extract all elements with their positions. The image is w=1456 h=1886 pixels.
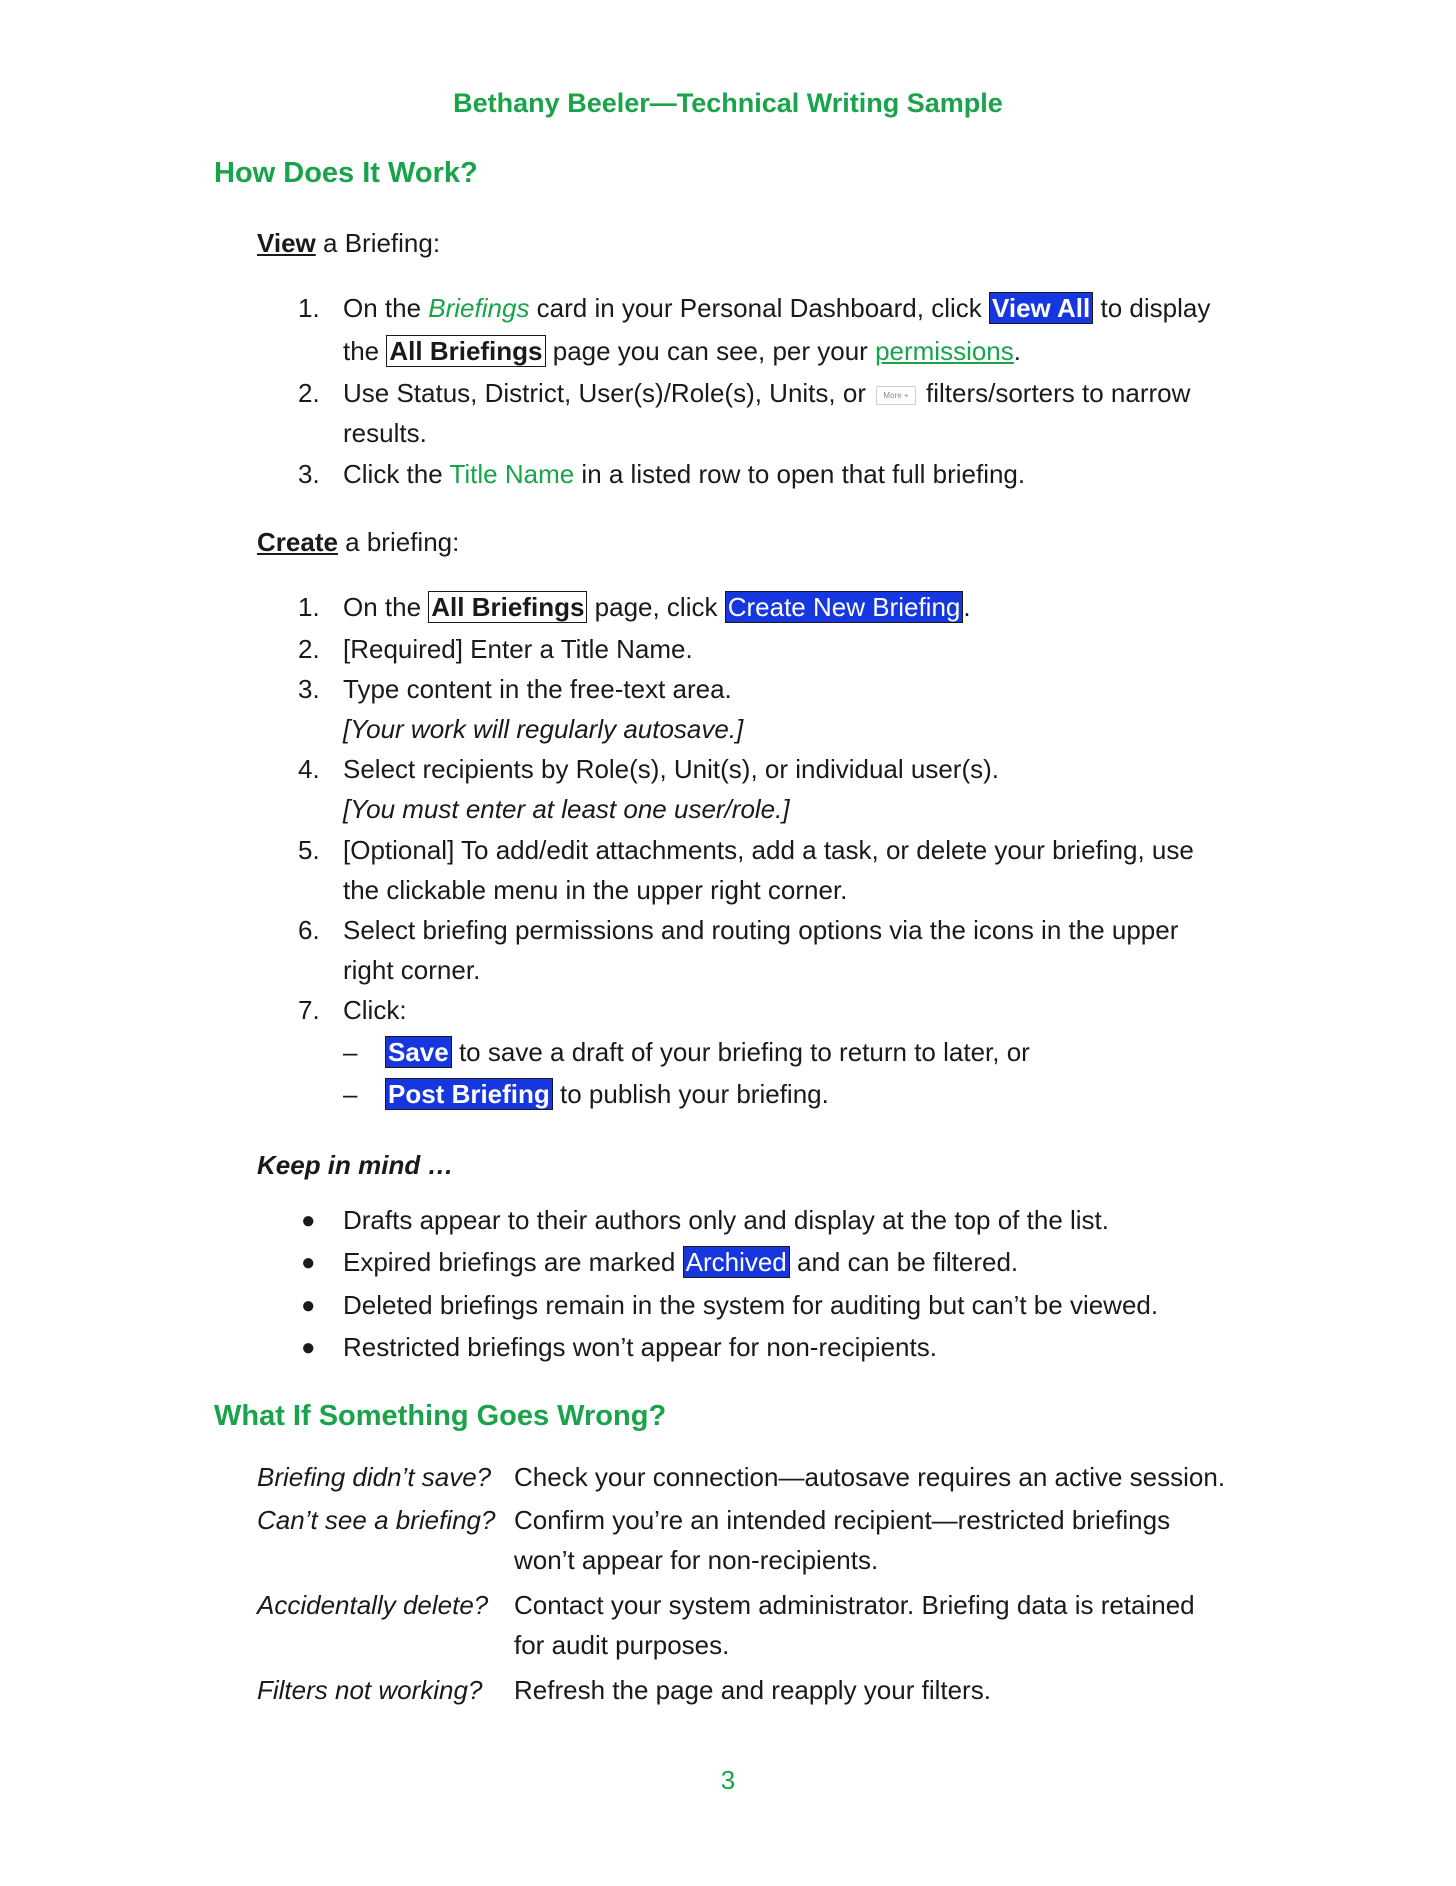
- text: On the: [343, 592, 429, 622]
- text: filters/sorters to narrow: [925, 378, 1191, 408]
- text: to save a draft of your briefing to return to later, or: [451, 1037, 1030, 1067]
- view-suffix: a Briefing:: [315, 228, 441, 258]
- create-step-4-line: Select recipients by Role(s), Unit(s), or individual user(s).: [343, 754, 999, 784]
- view-step-3-line: [343, 459, 1025, 490]
- post-briefing-button: Post Briefing: [385, 1078, 553, 1110]
- text: .: [1013, 336, 1022, 366]
- keep-bullet-2: [343, 1247, 1018, 1278]
- create-step-4-number: 4.: [298, 754, 320, 784]
- create-step-7-line: Click:: [343, 995, 407, 1025]
- create-step-1-line: [343, 592, 971, 623]
- bullet-dot: ●: [301, 1249, 316, 1276]
- title-name-ref: Title Name: [449, 459, 575, 489]
- text: to publish your briefing.: [552, 1079, 829, 1109]
- text: and can be filtered.: [789, 1247, 1019, 1277]
- text: the: [343, 336, 387, 366]
- create-step-1-number: 1.: [298, 592, 320, 622]
- faq-question: Can’t see a briefing?: [257, 1505, 496, 1535]
- keep-bullet-1: Drafts appear to their authors only and display at the top of the list.: [343, 1205, 1109, 1235]
- faq-answer-cont: for audit purposes.: [514, 1630, 730, 1660]
- faq-question: Briefing didn’t save?: [257, 1462, 492, 1492]
- faq-answer: Check your connection—autosave requires an active session.: [514, 1462, 1226, 1492]
- bullet-dot: ●: [301, 1292, 316, 1319]
- briefings-card-ref: Briefings: [428, 293, 530, 323]
- faq-answer: Contact your system administrator. Briefing data is retained: [514, 1590, 1195, 1620]
- create-step-5-line-1: [Optional] To add/edit attachments, add a task, or delete your briefing, use: [343, 835, 1194, 865]
- text: page, click: [587, 592, 725, 622]
- text: Click the: [343, 459, 450, 489]
- view-step-3-number: 3.: [298, 459, 320, 489]
- text: Use Status, District, User(s)/Role(s), Units, or: [343, 378, 866, 408]
- view-step-2-line-2: results.: [343, 418, 427, 448]
- dash-2: –: [343, 1079, 358, 1109]
- create-label: Create: [257, 527, 338, 557]
- create-step-4-note: [You must enter at least one user/role.]: [343, 794, 790, 824]
- view-step-1-line-2: [343, 336, 1021, 367]
- text: .: [963, 592, 971, 622]
- view-all-button: View All: [989, 292, 1093, 324]
- post-option-line: [385, 1079, 829, 1110]
- create-step-6-line-1: Select briefing permissions and routing options via the icons in the upper: [343, 915, 1179, 945]
- create-step-5-number: 5.: [298, 835, 320, 865]
- create-step-3-line: Type content in the free-text area.: [343, 674, 732, 704]
- create-step-5-line-2: the clickable menu in the upper right corner.: [343, 875, 848, 905]
- all-briefings-page-ref: All Briefings: [428, 591, 587, 623]
- page-header: Bethany Beeler—Technical Writing Sample: [453, 88, 1003, 118]
- create-suffix: a briefing:: [337, 527, 460, 557]
- create-step-3-note: [Your work will regularly autosave.]: [343, 714, 744, 744]
- text: card in your Personal Dashboard, click: [529, 293, 989, 323]
- dash-1: –: [343, 1037, 358, 1067]
- text: On the: [343, 293, 429, 323]
- create-step-3-number: 3.: [298, 674, 320, 704]
- view-step-2-number: 2.: [298, 378, 320, 408]
- keep-in-mind-heading: Keep in mind …: [257, 1150, 454, 1180]
- view-step-2-line-1: [343, 378, 1190, 409]
- create-step-7-number: 7.: [298, 995, 320, 1025]
- view-label: View: [257, 228, 316, 258]
- view-subheading: [257, 228, 440, 259]
- create-subheading: [257, 527, 459, 558]
- create-step-2-number: 2.: [298, 634, 320, 664]
- faq-answer: Confirm you’re an intended recipient—restricted briefings: [514, 1505, 1171, 1535]
- save-button: Save: [385, 1036, 452, 1068]
- more-filter-button: More +: [876, 386, 916, 405]
- permissions-link[interactable]: permissions: [875, 336, 1014, 366]
- faq-question: Filters not working?: [257, 1675, 483, 1705]
- faq-answer-cont: won’t appear for non-recipients.: [514, 1545, 879, 1575]
- create-step-6-line-2: right corner.: [343, 955, 481, 985]
- text: to display: [1093, 293, 1211, 323]
- bullet-dot: ●: [301, 1207, 316, 1234]
- keep-bullet-3: Deleted briefings remain in the system for auditing but can’t be viewed.: [343, 1290, 1159, 1320]
- save-option-line: [385, 1037, 1030, 1068]
- text: Expired briefings are marked: [343, 1247, 683, 1277]
- create-step-6-number: 6.: [298, 915, 320, 945]
- text: page you can see, per your: [545, 336, 876, 366]
- view-step-1-number: 1.: [298, 293, 320, 323]
- faq-answer: Refresh the page and reapply your filters.: [514, 1675, 991, 1705]
- view-step-1-line-1: [343, 293, 1210, 324]
- all-briefings-page-ref: All Briefings: [386, 335, 545, 367]
- create-step-2-line: [Required] Enter a Title Name.: [343, 634, 693, 664]
- text: in a listed row to open that full briefing.: [574, 459, 1026, 489]
- create-new-briefing-button: Create New Briefing: [725, 591, 964, 623]
- section-heading-how: How Does It Work?: [214, 157, 478, 189]
- section-heading-wrong: What If Something Goes Wrong?: [214, 1400, 667, 1432]
- page-number: 3: [720, 1765, 736, 1795]
- archived-badge: Archived: [683, 1246, 790, 1278]
- bullet-dot: ●: [301, 1334, 316, 1361]
- faq-question: Accidentally delete?: [257, 1590, 489, 1620]
- keep-bullet-4: Restricted briefings won’t appear for non-recipients.: [343, 1332, 937, 1362]
